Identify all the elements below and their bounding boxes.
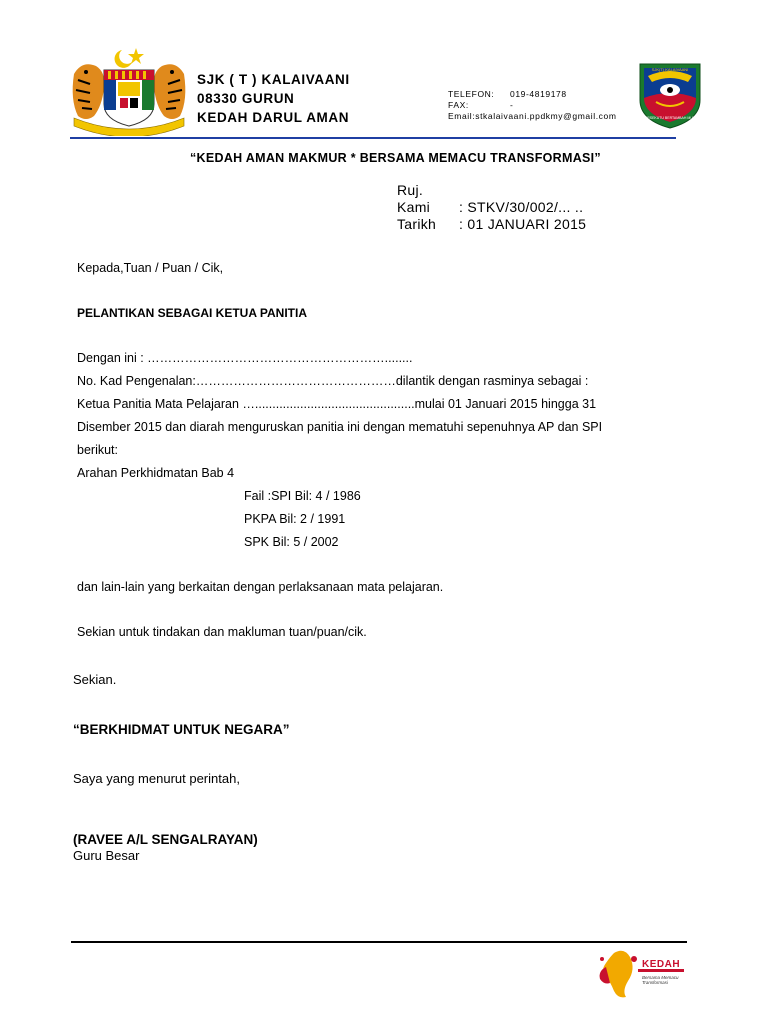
contact-block <box>448 89 617 122</box>
date-value: : 01 JANUARI 2015 <box>459 216 587 232</box>
footer-divider <box>71 941 687 943</box>
school-state: KEDAH DARUL AMAN <box>197 110 350 125</box>
kedah-logo <box>594 947 690 999</box>
phone-value: 019-4819178 <box>510 89 567 99</box>
body-line-following: berikut: <box>77 443 118 457</box>
crest-motto-text: BERSEKUTU BERTAMBAH MUTU <box>642 116 698 120</box>
reference-block <box>397 182 586 233</box>
fax-value: - <box>510 100 514 110</box>
signatory-title: Guru Besar <box>73 848 140 863</box>
school-postcode-city: 08330 GURUN <box>197 91 295 106</box>
school-address-block <box>197 70 350 127</box>
list-item: SPK Bil: 5 / 2002 <box>244 535 339 549</box>
header-divider <box>70 137 676 139</box>
crest-banner-text: SJK(T) KALAIVAANI <box>651 67 689 72</box>
state-motto: “KEDAH AMAN MAKMUR * BERSAMA MEMACU TRANSFORMASI” <box>190 151 601 165</box>
ref-label: Ruj. Kami <box>397 182 431 215</box>
reference-list <box>244 485 361 554</box>
body-line-directive: Arahan Perkhidmatan Bab 4 <box>77 466 235 480</box>
body-line-period: Disember 2015 dan diarah menguruskan panitia ini dengan mematuhi sepenuhnya AP dan SPI <box>77 420 603 434</box>
letter-body <box>77 347 697 485</box>
letter-subject: PELANTIKAN SEBAGAI KETUA PANITIA <box>77 306 308 320</box>
closing-word: Sekian. <box>73 672 117 687</box>
body-line-ic: No. Kad Pengenalan:…………………………………………dilantik dengan rasminya sebagai : <box>77 374 589 388</box>
paragraph-related: dan lain-lain yang berkaitan dengan perlaksanaan mata pelajaran. <box>77 580 444 594</box>
ref-value: : STKV/30/002/... .. <box>459 199 584 215</box>
obedient-line: Saya yang menurut perintah, <box>73 771 240 786</box>
fax-label: FAX: <box>448 100 469 110</box>
date-label: Tarikh <box>397 216 437 232</box>
paragraph-action: Sekian untuk tindakan dan makluman tuan/puan/cik. <box>77 625 367 639</box>
school-crest-logo <box>638 58 702 130</box>
signatory-name: (RAVEE A/L SENGALRAYAN) <box>73 832 258 847</box>
coat-of-arms-logo <box>68 44 190 136</box>
body-line-name: Dengan ini : …………………………………………………........ <box>77 351 413 365</box>
kedah-logo-text: KEDAH <box>642 959 681 970</box>
list-item: Fail :SPI Bil: 4 / 1986 <box>244 489 361 503</box>
list-item: PKPA Bil: 2 / 1991 <box>244 512 346 526</box>
email-address: Email:stkalaivaani.ppdkmy@gmail.com <box>448 111 617 121</box>
body-line-subject: Ketua Panitia Mata Pelajaran …..............................................mulai 01 Januari 2015 hingga 31 <box>77 397 597 411</box>
salutation: Kepada,Tuan / Puan / Cik, <box>77 261 224 275</box>
phone-label: TELEFON: <box>448 89 495 99</box>
service-slogan: “BERKHIDMAT UNTUK NEGARA” <box>73 722 290 737</box>
school-name: SJK ( T ) KALAIVAANI <box>197 72 350 87</box>
kedah-logo-subtext: Bersama Memacu Transformasi <box>642 975 679 985</box>
